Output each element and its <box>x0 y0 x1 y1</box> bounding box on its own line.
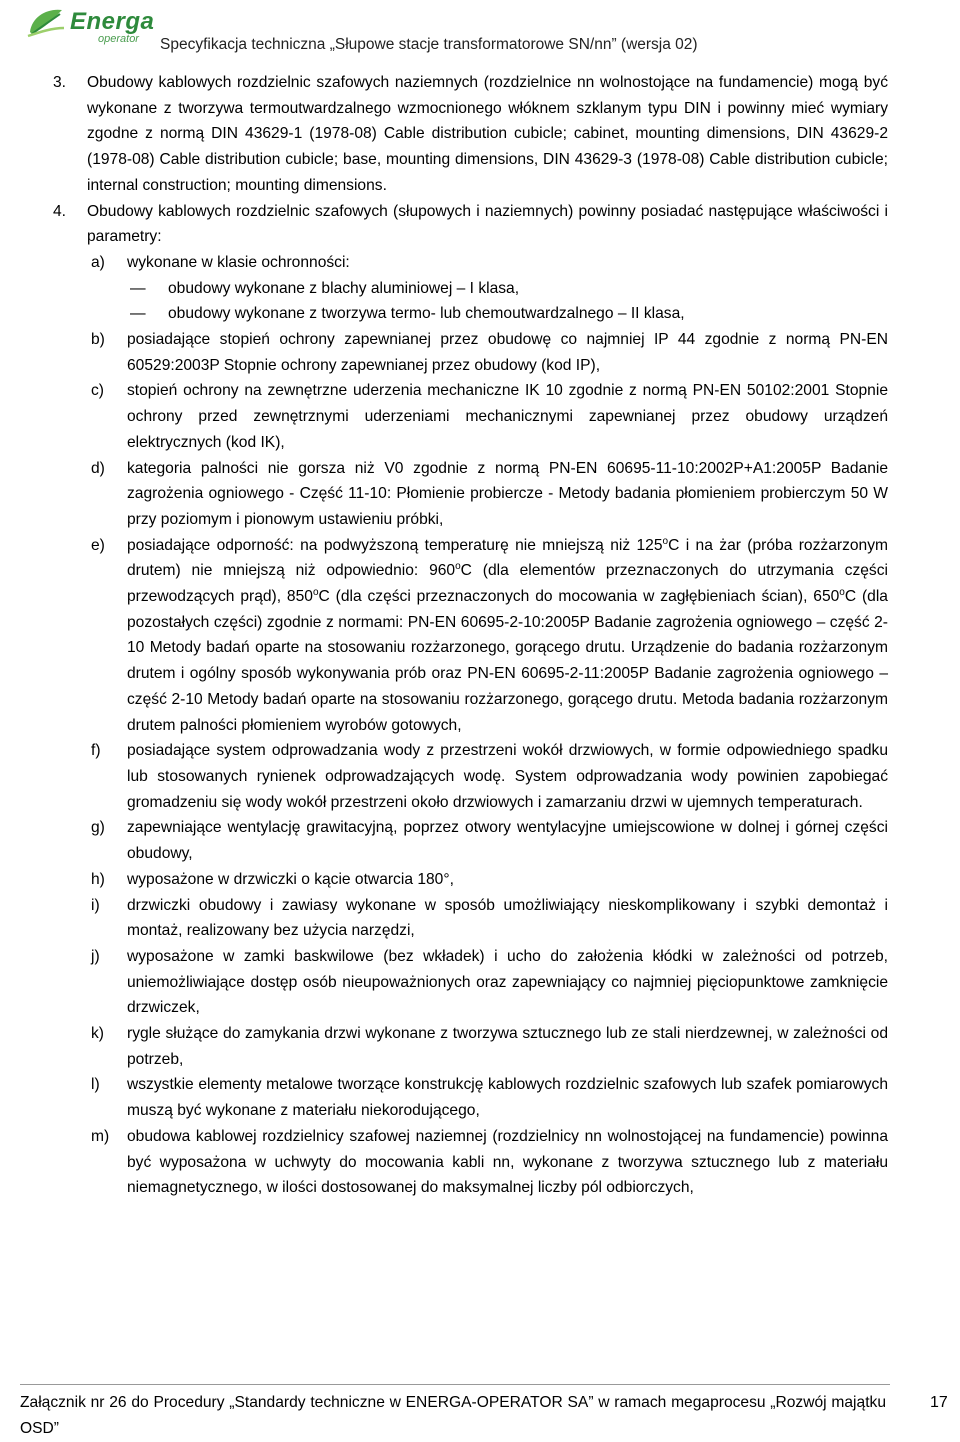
list-text: posiadające system odprowadzania wody z przestrzeni wokół drzwiowych, w formie odpowiedniego spadku lub stosowanych rynienek odprowadzających wodę. System odprowadzania wody powinien zapobiegać gromadzeniu się wody wokół przestrzeni około drzwiowych i zamarzaniu drzwi w ujemnych temperaturach. <box>127 742 888 811</box>
paragraph-number: 3. <box>53 74 67 91</box>
list-item-m <box>50 1124 888 1201</box>
list-text: drzwiczki obudowy i zawiasy wykonane w sposób umożliwiający nieskomplikowany i szybki demontaż i montaż, realizowany bez użycia narzędzi, <box>127 896 888 940</box>
list-item-g <box>50 815 888 866</box>
list-text: stopień ochrony na zewnętrzne uderzenia mechaniczne IK 10 zgodnie z normą PN-EN 50102:2001 Stopnie ochrony przed zewnętrznymi uderzeniami mechanicznymi zapewnianej przez obudowy urządzeń elektrycznych (kod IK), <box>127 382 888 451</box>
document-body <box>50 70 888 1201</box>
text-fragment: C i na żar (próba rozżarzonym drutem) nie mniejszą niż odpowiednio: 960 <box>127 536 888 580</box>
list-item-a <box>50 250 888 276</box>
text-fragment: C (dla elementów przeznaczonych do utrzymania części przewodzących prąd), 850 <box>127 562 888 606</box>
list-item-c <box>50 378 888 455</box>
degree-sup: o <box>312 587 319 599</box>
page-footer-text: Załącznik nr 26 do Procedury „Standardy techniczne w ENERGA-OPERATOR SA” w ramach megaprocesu „Rozwój majątku OSD” <box>20 1394 886 1437</box>
list-item-f <box>50 738 888 815</box>
dash-item-2 <box>50 301 888 327</box>
list-item-l <box>50 1072 888 1123</box>
list-label: c) <box>91 382 104 400</box>
list-item-e <box>50 533 888 739</box>
dash-item-1 <box>50 276 888 302</box>
list-label: i) <box>91 896 100 914</box>
list-text: obudowa kablowej rozdzielnicy szafowej naziemnej (rozdzielnicy nn wolnostojącej na fundamencie) powinna być wyposażona w uchwyty do mocowania kabli nn, wykonane z tworzywa sztucznego lub z materiału niemagnetycznego, w ilości dostosowanej do maksymalnej liczby pól odbiorczych, <box>127 1127 888 1197</box>
list-text: wyposażone w zamki baskwilowe (bez wkładek) i ucho do założenia kłódki w zależności od potrzeb, uniemożliwiające dostęp osób nieupoważnionych oraz zapewniający co najmniej pięciopunktowe zamknięcie drzwiczek, <box>127 947 888 1017</box>
list-label: a) <box>91 253 105 271</box>
list-item-i <box>50 893 888 944</box>
list-item-k <box>50 1021 888 1072</box>
logo-name: Energa <box>70 8 155 35</box>
dash-text: obudowy wykonane z blachy aluminiowej – I klasa, <box>168 279 520 297</box>
page-header <box>0 0 960 60</box>
list-text: rygle służące do zamykania drzwi wykonane z tworzywa sztucznego lub ze stali nierdzewnej, w zależności od potrzeb, <box>127 1025 888 1068</box>
list-label: l) <box>91 1076 100 1094</box>
list-item-b <box>50 327 888 378</box>
energa-operator-logo <box>26 6 166 46</box>
list-label: e) <box>91 536 105 554</box>
list-text: zapewniające wentylację grawitacyjną, poprzez otwory wentylacyjne umiejscowione w dolnej i górnej części obudowy, <box>127 819 888 863</box>
list-label: g) <box>91 819 105 837</box>
list-label: b) <box>91 331 105 349</box>
degree-sup: o <box>455 561 461 573</box>
dash-text: obudowy wykonane z tworzywa termo- lub chemoutwardzalnego – II klasa, <box>168 305 685 323</box>
list-item-j <box>50 944 888 1021</box>
paragraph-3 <box>50 70 888 199</box>
logo-sub: operator <box>98 33 139 45</box>
dash-bullet: — <box>130 305 146 323</box>
text-fragment: C (dla części przeznaczonych do mocowania w zagłębieniach ścian), 650 <box>318 588 840 606</box>
list-label: k) <box>91 1025 104 1043</box>
list-text: posiadające stopień ochrony zapewnianej przez obudowę co najmniej IP 44 zgodnie z normą PN-EN 60529:2003P Stopnie ochrony zapewnianej przez obudowy (kod IP), <box>127 331 888 374</box>
document-header-title: Specyfikacja techniczna „Słupowe stacje transformatorowe SN/nn” (wersja 02) <box>160 36 698 53</box>
list-text: kategoria palności nie gorsza niż V0 zgodnie z normą PN-EN 60695-11-10:2002P+A1:2005P Badanie zagrożenia ogniowego - Część 11-10: Płomienie probiercze - Metody badania płomieniem probierczym 50 W przy poziomym i pionowym ustawieniu próbki, <box>127 459 888 528</box>
list-label: m) <box>91 1127 110 1145</box>
paragraph-text: Obudowy kablowych rozdzielnic szafowych (słupowych i naziemnych) powinny posiadać następujące właściwości i parametry: <box>87 202 888 246</box>
list-label: f) <box>91 742 101 760</box>
footer-divider <box>20 1384 890 1385</box>
list-label: d) <box>91 459 105 477</box>
list-item-d <box>50 456 888 533</box>
degree-sup: o <box>839 587 845 599</box>
list-text: wszystkie elementy metalowe tworzące konstrukcję kablowych rozdzielnic szafowych lub szafek pomiarowych muszą być wykonane z materiału niekorodującego, <box>127 1076 888 1120</box>
list-text: wykonane w klasie ochronności: <box>127 253 350 271</box>
list-label: h) <box>91 870 105 888</box>
list-item-h <box>50 867 888 893</box>
dash-bullet: — <box>130 279 146 297</box>
paragraph-number: 4. <box>53 202 67 220</box>
list-label: j) <box>91 947 100 965</box>
paragraph-4 <box>50 199 888 250</box>
text-fragment: C (dla pozostałych części) zgodnie z normami: PN-EN 60695-2-10:2005P Badanie zagrożenia ogniowego – część 2-10 Metody badań oparte na stosowaniu rozżarzonego, gorącego drutu. Urządzenie do badania rozżarzonym drutem i ogólny sposób wykonywania prób oraz PN-EN 60695-2-11:2005P Badanie zagrożenia ogniowego – część 2-10 Metody badań oparte na stosowaniu rozżarzonego, gorącego drutu. Metoda badania rozżarzonym drutem palności płomieniem wyrobów gotowych, <box>127 588 888 734</box>
text-fragment: posiadające odporność: na podwyższoną temperaturę nie mniejszą niż 125 <box>127 536 663 554</box>
page-number: 17 <box>930 1394 948 1411</box>
degree-sup: o <box>662 535 669 547</box>
paragraph-text: Obudowy kablowych rozdzielnic szafowych naziemnych (rozdzielnice nn wolnostojące na fundamencie) mogą być wykonane z tworzywa termoutwardzalnego wzmocnionego włóknem szklanym typu DIN i powinny mieć wymiary zgodne z normą DIN 43629-1 (1978-08) Cable distribution cubicle; cabinet, mounting dimensions, DIN 43629-2 (1978-08) Cable distribution cubicle; base, mounting dimensions, DIN 43629-3 (1978-08) Cable distribution cubicle; internal construction; mounting dimensions. <box>87 74 888 194</box>
leaf-logo-icon <box>26 6 66 42</box>
list-text: wyposażone w drzwiczki o kącie otwarcia 180°, <box>127 870 454 888</box>
requirements-list <box>50 250 888 1201</box>
list-text <box>127 537 888 734</box>
